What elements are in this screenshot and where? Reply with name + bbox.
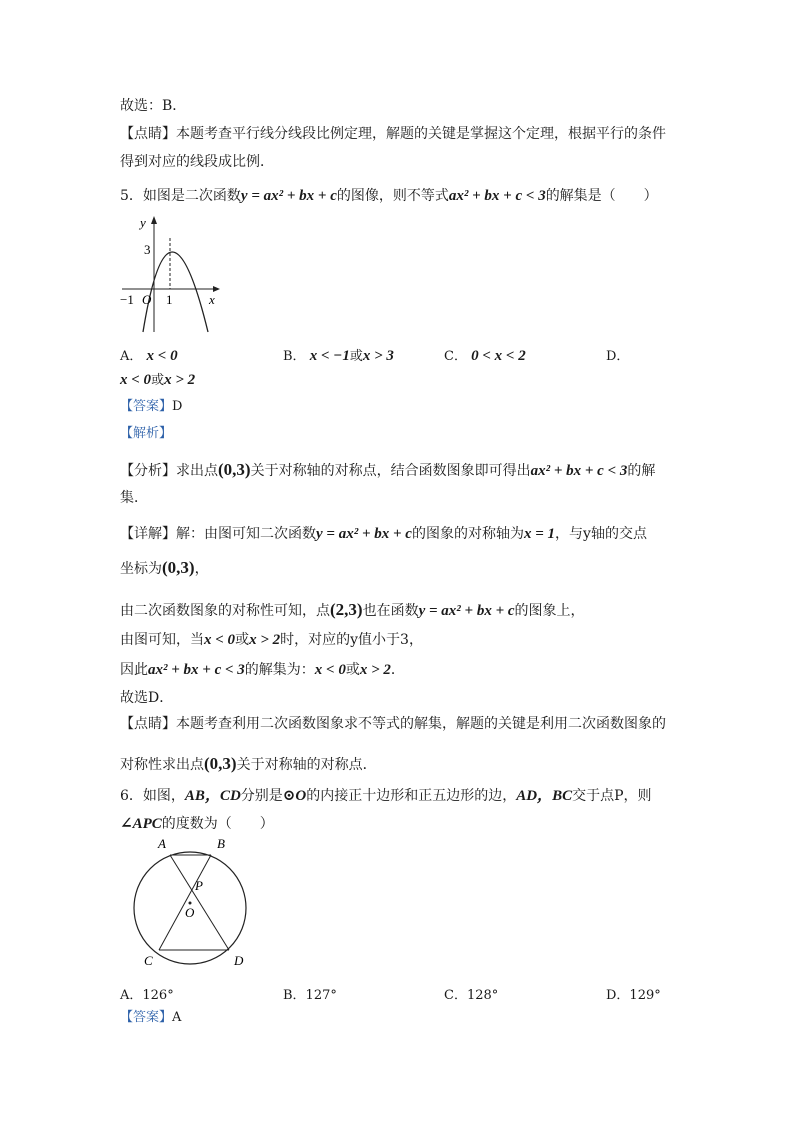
text2: 对称性求出点 — [120, 757, 204, 773]
q5-number: 5． — [120, 188, 143, 204]
opt-value2: x > 2 — [164, 372, 196, 388]
q5-detail-line1 — [120, 524, 647, 544]
or: 或 — [235, 632, 250, 648]
analysis-text3: 的解 — [627, 463, 656, 479]
opt-label: A． — [120, 349, 143, 364]
text2: 的解集为： — [244, 662, 315, 678]
q5-dianjing-line1 — [120, 714, 666, 734]
point: (0,3) — [218, 460, 251, 479]
opt-text: B．127° — [283, 988, 337, 1003]
q5-answer — [120, 397, 182, 417]
q6-number: 6． — [120, 788, 143, 804]
cond2: x > 2 — [359, 662, 391, 678]
label-b: B — [217, 836, 225, 851]
opt-label: C． — [444, 349, 467, 364]
y-arrow — [151, 216, 157, 224]
function: y = ax² + bx + c — [316, 526, 412, 542]
origin-label: O — [142, 292, 152, 307]
q6-answer — [120, 1008, 181, 1028]
text: 由二次函数图象的对称性可知，点 — [120, 603, 330, 619]
detail-text: 解：由图可知二次函数 — [176, 526, 316, 542]
prev-answer-line — [120, 96, 186, 116]
text3: ． — [390, 662, 405, 678]
label-1: 1 — [166, 292, 173, 307]
circle-o: ⊙O — [282, 788, 307, 804]
cond1: x < 0 — [314, 662, 346, 678]
prev-note-line2 — [120, 152, 274, 172]
q6-option-d — [606, 984, 661, 1003]
sep2: ， — [537, 788, 553, 804]
opt-value: 0 < x < 2 — [471, 348, 526, 364]
prev-answer: 故选：B． — [120, 98, 187, 114]
prev-note-line1 — [120, 124, 666, 144]
q6-option-b — [283, 984, 337, 1003]
opt-label: D． — [606, 349, 630, 364]
parabola-curve — [143, 252, 208, 332]
dianjing-tag: 【点睛】 — [120, 716, 176, 732]
answer-value: D — [172, 399, 183, 414]
seg-bc: BC — [552, 788, 573, 804]
seg-ab: AB — [184, 788, 205, 804]
angle-apc: ∠APC — [120, 816, 162, 832]
q5-dianjing-line2 — [120, 754, 377, 775]
text4: 交于点P，则 — [572, 788, 652, 804]
q5-option-d-label — [606, 345, 629, 364]
q5-option-b — [283, 345, 394, 365]
note-text: 本题考查平行线分线段比例定理，解题的关键是掌握这个定理，根据平行的条件 — [176, 126, 666, 142]
q5-analysis-line2 — [120, 488, 148, 508]
q5-option-c — [444, 345, 526, 365]
answer-tag: 【答案】 — [120, 1010, 173, 1025]
q5-detail-line5 — [120, 660, 405, 680]
answer-value: A — [172, 1010, 182, 1025]
text3: 的图象上， — [514, 603, 585, 619]
label-o: O — [185, 905, 195, 920]
q5-function: y = ax² + bx + c — [240, 188, 337, 204]
q5-option-d — [120, 369, 195, 389]
q5-stem — [120, 186, 658, 206]
opt-value2: x > 3 — [362, 348, 394, 364]
label-neg1: −1 — [120, 292, 134, 307]
opt-text: A．126° — [120, 988, 174, 1003]
opt-or: 或 — [349, 349, 363, 364]
label-p: P — [195, 878, 203, 893]
seg-cd: CD — [219, 788, 241, 804]
function: y = ax² + bx + c — [418, 603, 515, 619]
text3: 的内接正十边形和正五边形的边， — [306, 788, 517, 804]
q6-option-a — [120, 984, 174, 1003]
detail-text3: ，与y轴的交点 — [555, 526, 647, 542]
analysis-text2: 关于对称轴的对称点，结合函数图象即可得出 — [250, 463, 531, 479]
cond1: x < 0 — [204, 632, 236, 648]
q5-text2: 的图像，则不等式 — [336, 188, 449, 204]
seg-ad: AD — [516, 788, 538, 804]
q5-detail-line6 — [120, 688, 173, 708]
cond2: x > 2 — [249, 632, 281, 648]
text: 由图可知，当 — [120, 632, 204, 648]
x-label: x — [209, 292, 215, 307]
detail-text2: 的图象的对称轴为 — [411, 526, 524, 542]
point: (0,3) — [204, 754, 237, 773]
note-text-cont: 得到对应的线段成比例． — [120, 154, 274, 170]
text: 本题考查利用二次函数图象求不等式的解集，解题的关键是利用二次函数图象的 — [176, 716, 666, 732]
text: 故选D． — [120, 690, 174, 706]
opt-value: x < 0 — [146, 348, 178, 364]
opt-text: C．128° — [444, 988, 499, 1003]
opt-text: D．129° — [606, 988, 661, 1003]
q6-stem-line2 — [120, 814, 274, 834]
q5-detail-line3 — [120, 600, 585, 621]
text2: 时，对应的y值小于3， — [280, 632, 423, 648]
q5-inequality: ax² + bx + c < 3 — [448, 188, 546, 204]
q5-detail-line2 — [120, 558, 209, 579]
jiexi-tag: 【解析】 — [120, 426, 173, 441]
text: 如图， — [142, 788, 185, 804]
q6-stem-line1 — [120, 786, 652, 806]
text: 因此 — [120, 662, 148, 678]
detail-text4: 坐标为 — [120, 561, 162, 577]
or: 或 — [345, 662, 360, 678]
detail-text5: ， — [194, 561, 209, 577]
q5-text: 如图是二次函数 — [142, 188, 241, 204]
q5-jiexi — [120, 424, 172, 444]
label-3: 3 — [144, 242, 151, 257]
point: (0,3) — [162, 558, 195, 577]
text2: 分别是 — [240, 788, 283, 804]
inequality: ax² + bx + c < 3 — [530, 463, 628, 479]
analysis-text4: 集． — [120, 490, 148, 506]
text3: 关于对称轴的对称点． — [236, 757, 377, 773]
y-label: y — [140, 215, 146, 230]
q5-text3: 的解集是（ ） — [545, 188, 658, 204]
analysis-text: 求出点 — [176, 463, 218, 479]
label-c: C — [144, 953, 153, 968]
chord-ad — [170, 855, 229, 950]
opt-value: x < 0 — [120, 372, 152, 388]
analysis-tag: 【分析】 — [120, 463, 176, 479]
opt-value: x < −1 — [309, 348, 350, 364]
sep: ， — [204, 788, 220, 804]
q5-option-a — [120, 345, 178, 365]
chord-bc — [159, 855, 211, 950]
inequality: ax² + bx + c < 3 — [148, 662, 245, 678]
axis-eq: x = 1 — [523, 526, 556, 542]
opt-or: 或 — [151, 373, 165, 388]
note-tag: 【点睛】 — [120, 126, 176, 142]
q5-detail-line4 — [120, 630, 423, 650]
circle-figure — [124, 834, 264, 970]
text5: 的度数为（ ） — [161, 816, 274, 832]
label-a: A — [158, 836, 166, 851]
opt-label: B． — [283, 349, 306, 364]
q6-option-c — [444, 984, 498, 1003]
text2: 也在函数 — [362, 603, 419, 619]
detail-tag: 【详解】 — [120, 526, 176, 542]
q5-analysis-line1 — [120, 460, 655, 481]
answer-tag: 【答案】 — [120, 399, 173, 414]
parabola-graph — [114, 212, 224, 334]
label-d: D — [234, 953, 244, 968]
point: (2,3) — [330, 600, 363, 619]
